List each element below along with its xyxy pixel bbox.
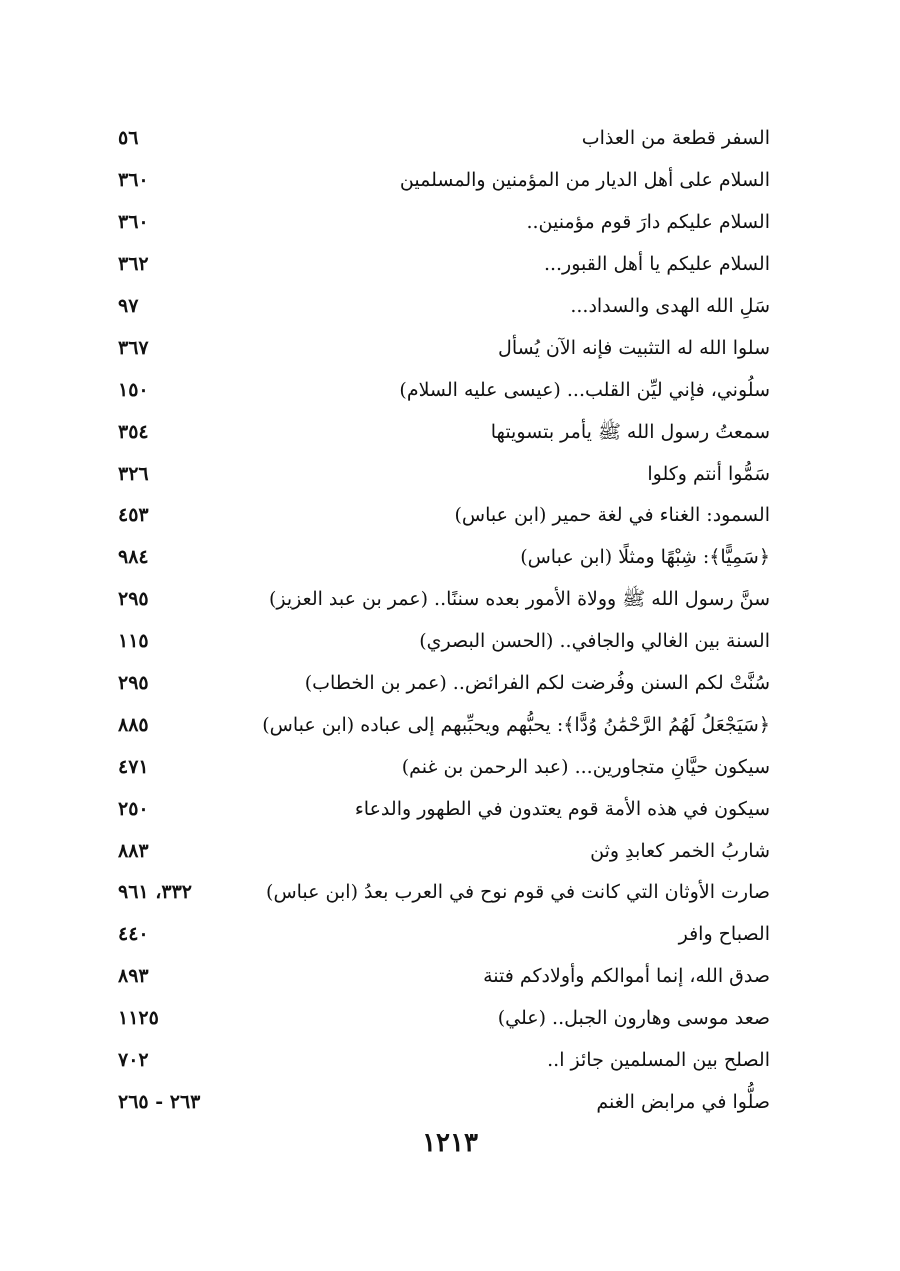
entry-pages: ٤٤٠ [118,923,149,946]
entry-text: سيكون في هذه الأمة قوم يعتدون في الطهور والدعاء [354,797,770,820]
entry-text: السلام على أهل الديار من المؤمنين والمسلمين [399,169,770,192]
index-row [118,369,770,411]
entry-text: السفر قطعة من العذاب [581,127,770,150]
entry-text: السلام عليكم يا أهل القبور... [543,253,770,276]
entry-pages: ٩٧ [118,295,139,317]
entry-text: سيكون حيَّانِ متجاورين... (عبد الرحمن بن غنم) [401,755,770,778]
index-row [118,1081,770,1123]
entry-pages: ١١٢٥ [118,1007,159,1030]
entry-pages: ٧٠٢ [118,1049,149,1072]
entry-pages: ٣٥٤ [118,420,149,443]
entry-pages: ٤٥٣ [118,504,149,527]
index-row [118,160,770,202]
index-row [118,998,770,1040]
entry-text: شاربُ الخمر كعابدِ وثن [590,839,770,862]
entry-text: السنة بين الغالي والجافي.. (الحسن البصري) [419,630,770,653]
index-row [118,327,770,369]
entry-pages: ٩٨٤ [118,546,149,569]
index-row [118,704,770,746]
entry-pages: ٣٣٢، ٩٦١ [118,881,192,904]
entry-pages: ٨٨٥ [118,713,149,736]
index-row [118,1040,770,1082]
entry-text: الصلح بين المسلمين جائز ا.. [547,1049,770,1072]
index-row [118,118,770,160]
entry-text: سَمُّوا أنتم وكلوا [647,462,770,485]
index-row [118,244,770,286]
entry-text: ﴿سَيَجْعَلُ لَهُمُ الرَّحْمَٰنُ وُدًّا﴾: يحبُّهم ويحبِّبهم إلى عباده (ابن عباس) [262,713,770,736]
entry-text: سلُوني، فإني ليِّن القلب... (عيسى عليه السلام) [399,378,770,401]
entry-text: ﴿سَمِيًّا﴾: شِبْهًا ومثلًا (ابن عباس) [520,546,770,569]
entry-pages: ٣٦٠ [118,169,149,192]
entry-text: صلُّوا في مرابض الغنم [596,1090,770,1113]
index-row [118,830,770,872]
entry-text: سلوا الله له التثبيت فإنه الآن يُسأل [498,336,770,359]
index-row [118,453,770,495]
entry-text: الصباح وافر [678,923,770,946]
entry-text: سمعتُ رسول الله ﷺ يأمر بتسويتها [490,420,770,443]
index-row [118,914,770,956]
entry-pages: ٢٦٣ - ٢٦٥ [118,1090,201,1113]
index-row [118,663,770,705]
index-row [118,621,770,663]
entry-pages: ٣٦٧ [118,336,149,359]
entry-pages: ٣٦٢ [118,253,149,276]
entry-text: صارت الأوثان التي كانت في قوم نوح في العرب بعدُ (ابن عباس) [266,881,770,904]
entry-text: السمود: الغناء في لغة حمير (ابن عباس) [454,504,770,527]
entry-pages: ١٥٠ [118,378,149,401]
entry-pages: ٣٢٦ [118,462,149,485]
entry-text: سُنَّتْ لكم السنن وفُرضت لكم الفرائض.. (عمر بن الخطاب) [304,672,770,695]
index-row [118,788,770,830]
entry-pages: ٣٦٠ [118,211,149,234]
entry-text: سنَّ رسول الله ﷺ وولاة الأمور بعده سننًا.. (عمر بن عبد العزيز) [268,588,770,611]
index-list [118,118,770,1123]
entry-text: صدق الله، إنما أموالكم وأولادكم فتنة [483,965,770,988]
index-row [118,537,770,579]
entry-pages: ٢٩٥ [118,588,149,611]
index-row [118,495,770,537]
entry-pages: ١١٥ [118,630,149,653]
entry-text: صعد موسى وهارون الجبل.. (علي) [497,1007,770,1030]
entry-pages: ٤٧١ [118,755,149,778]
index-row [118,286,770,328]
index-row [118,746,770,788]
entry-pages: ٨٩٣ [118,965,149,988]
index-row [118,411,770,453]
page-number: ١٢١٣ [422,1128,478,1158]
index-row [118,579,770,621]
index-row [118,956,770,998]
index-row [118,872,770,914]
entry-pages: ٢٩٥ [118,672,149,695]
index-row [118,202,770,244]
entry-text: سَلِ الله الهدى والسداد... [570,295,770,317]
entry-pages: ٥٦ [118,127,139,150]
entry-text: السلام عليكم دارَ قوم مؤمنين.. [526,211,770,234]
entry-pages: ٨٨٣ [118,839,149,862]
entry-pages: ٢٥٠ [118,797,149,820]
